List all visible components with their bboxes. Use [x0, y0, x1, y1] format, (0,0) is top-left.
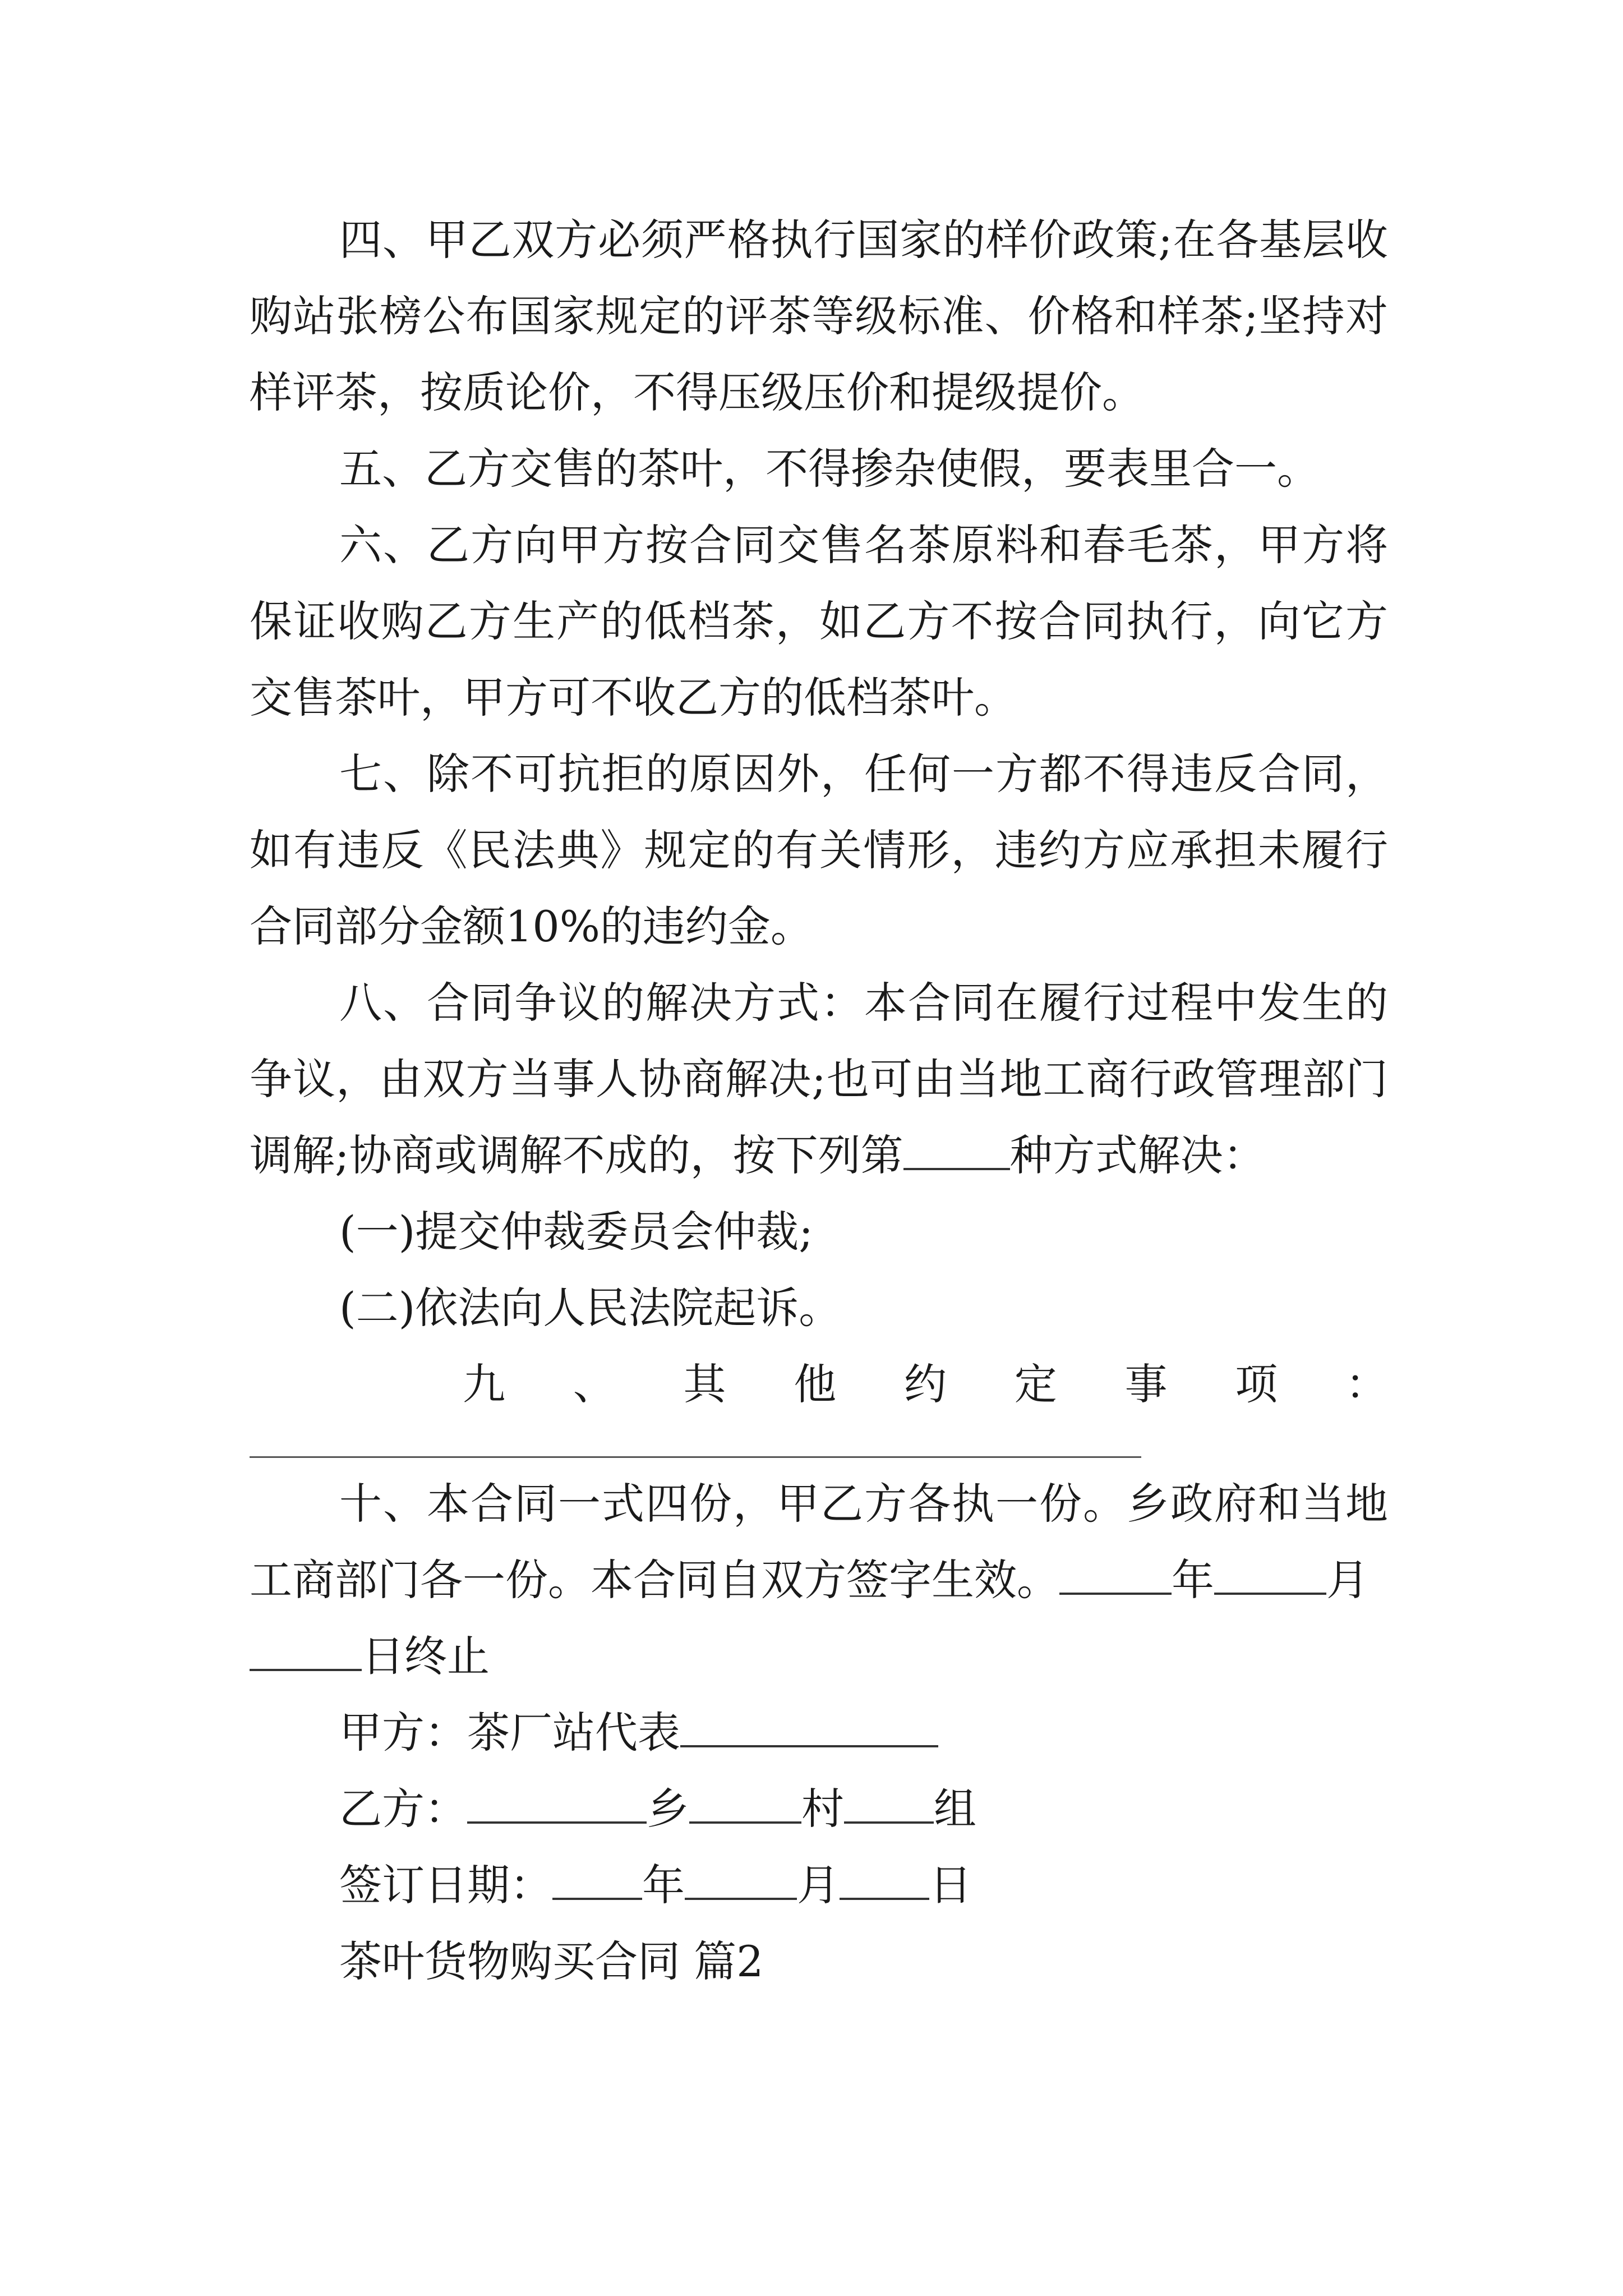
clause-8-blank: [903, 1133, 1010, 1170]
clause-10-year-blank: [1059, 1558, 1172, 1595]
clause-10-month: 月: [1326, 1555, 1369, 1605]
clause-10: [250, 1466, 1388, 1695]
clause-6: 六、乙方向甲方按合同交售名茶原料和春毛茶，甲方将保证收购乙方生产的低档茶，如乙方不按合同执行，向它方交售茶叶，甲方可不收乙方的低档茶叶。: [250, 520, 1388, 723]
clause-4: 四、甲乙双方必须严格执行国家的样价政策;在各基层收购站张榜公布国家规定的评茶等级标准、价格和样茶;坚持对样评茶，按质论价，不得压级压价和提级提价。: [250, 215, 1388, 417]
clause-8-option-2: (二)依法向人民法院起诉。: [339, 1283, 842, 1333]
party-a-blank: [680, 1710, 938, 1747]
village-blank: [689, 1787, 801, 1824]
group-label: 组: [934, 1784, 976, 1834]
party-b-line: [250, 1771, 1388, 1847]
clause-8-tail: 种方式解决：: [1009, 1130, 1266, 1180]
clause-9-char: 其: [683, 1359, 726, 1409]
party-a-label: 甲方：茶厂站代表: [339, 1708, 680, 1757]
clause-9-blank-line: [250, 1456, 1141, 1458]
clause-9: [250, 1346, 1388, 1423]
clause-9-char: 定: [1014, 1359, 1057, 1409]
clause-9-char: 、: [573, 1359, 616, 1409]
village-label: 村: [801, 1784, 844, 1834]
clause-10-end: 日终止: [362, 1631, 490, 1681]
sign-date-line: [250, 1847, 1388, 1924]
group-blank: [844, 1787, 934, 1824]
clause-8: [250, 965, 1388, 1194]
clause-9-char: 九: [463, 1359, 505, 1409]
sign-day-label: 日: [929, 1860, 972, 1910]
clause-10-text: 十、本合同一式四份，甲乙方各执一份。乡政府和当地工商部门各一份。本合同自双方签字生效。: [250, 1479, 1388, 1605]
clause-9-char: 事: [1124, 1359, 1168, 1409]
sign-month-label: 月: [797, 1860, 840, 1910]
clause-10-year: 年: [1172, 1555, 1214, 1605]
clause-9-char: 项: [1235, 1359, 1278, 1409]
clause-10-month-blank: [1214, 1558, 1326, 1595]
clause-5: 五、乙方交售的茶叶，不得掺杂使假，要表里合一。: [339, 444, 1320, 494]
next-section-title: 茶叶货物购买合同 篇2: [339, 1936, 764, 1986]
sign-date-label: 签订日期：: [339, 1860, 552, 1910]
clause-8-text: 八、合同争议的解决方式：本合同在履行过程中发生的争议，由双方当事人协商解决;也可由当地工商行政管理部门调解;协商或调解不成的，按下列第: [250, 978, 1388, 1180]
clause-10-day-blank: [250, 1634, 362, 1671]
party-b-label: 乙方：: [339, 1784, 467, 1834]
clause-9-char: 约: [904, 1359, 947, 1409]
clause-7: 七、除不可抗拒的原因外，任何一方都不得违反合同，如有违反《民法典》规定的有关情形，违约方应承担未履行合同部分金额10%的违约金。: [250, 749, 1388, 951]
clause-9-char: ：: [1345, 1359, 1388, 1409]
clause-8-option-1: (一)提交仲裁委员会仲裁;: [339, 1207, 813, 1257]
sign-month-blank: [685, 1863, 797, 1900]
sign-day-blank: [840, 1863, 929, 1900]
sign-year-blank: [552, 1863, 642, 1900]
township-label: 乡: [647, 1784, 689, 1834]
township-blank: [467, 1787, 647, 1824]
party-a-line: [250, 1695, 1388, 1771]
document-page: [250, 202, 1388, 2000]
sign-year-label: 年: [642, 1860, 685, 1910]
clause-9-char: 他: [794, 1359, 837, 1409]
